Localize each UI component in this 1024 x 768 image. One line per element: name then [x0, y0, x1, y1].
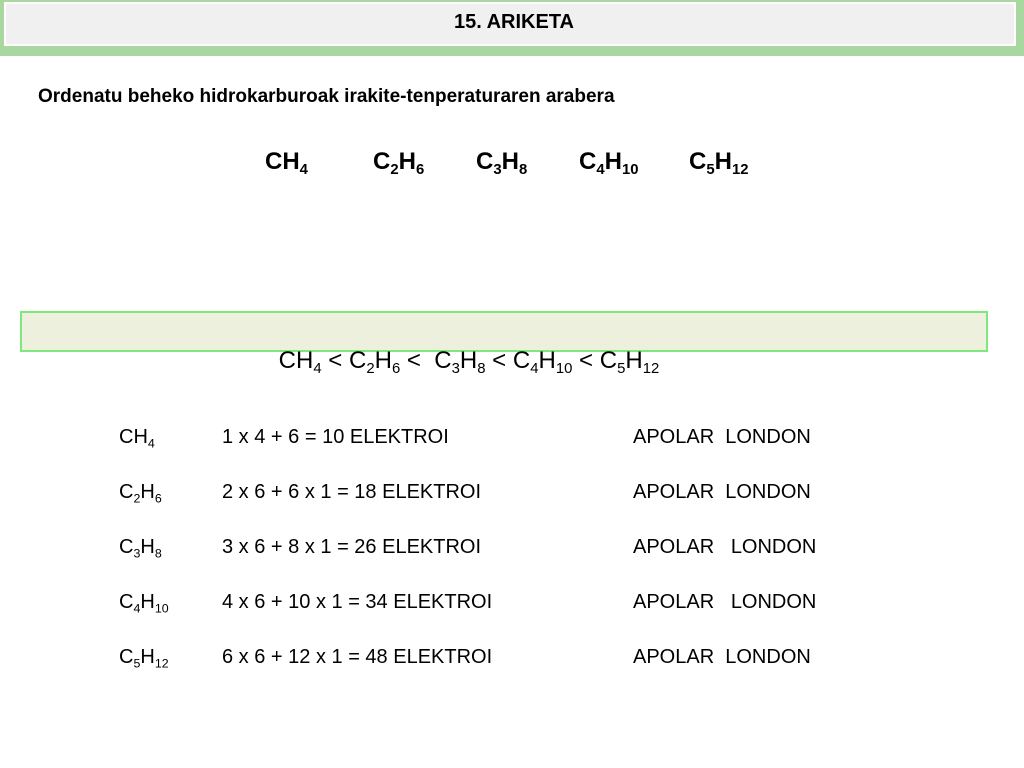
element-symbol: C	[119, 591, 134, 613]
row-formula	[119, 536, 162, 559]
subscript: 4	[133, 601, 141, 616]
title-bar	[0, 0, 1024, 56]
formula-item	[579, 148, 639, 179]
subscript: 12	[154, 656, 169, 671]
subscript: 10	[621, 162, 639, 179]
subscript: 10	[154, 601, 169, 616]
page-title: 15. ARIKETA	[453, 10, 575, 33]
row-electron-calc: 6 x 6 + 12 x 1 = 48 ELEKTROI	[222, 646, 493, 668]
row-formula	[119, 481, 162, 504]
subscript: 8	[518, 162, 528, 179]
less-than-separator: <	[485, 347, 513, 374]
table-row	[0, 426, 1024, 456]
subscript: 12	[642, 361, 660, 378]
subscript: 4	[299, 162, 308, 179]
formula-item	[689, 148, 749, 179]
subscript: 6	[415, 162, 425, 179]
row-electron-calc: 2 x 6 + 6 x 1 = 18 ELEKTROI	[222, 481, 482, 503]
element-symbol: H	[398, 148, 416, 175]
subscript: 6	[391, 361, 401, 378]
table-row	[0, 591, 1024, 621]
element-symbol: C	[119, 481, 134, 503]
element-symbol: C	[373, 148, 391, 175]
subscript: 3	[451, 361, 460, 378]
element-symbol: CH	[278, 347, 314, 374]
element-symbol: H	[459, 347, 478, 374]
subscript: 4	[596, 162, 605, 179]
element-symbol: C	[599, 347, 618, 374]
element-symbol: H	[140, 536, 155, 558]
element-symbol: H	[140, 591, 155, 613]
less-than-separator: <	[321, 347, 349, 374]
element-symbol: H	[374, 347, 392, 374]
row-formula	[119, 646, 169, 669]
table-row	[0, 646, 1024, 676]
subscript: 12	[731, 162, 749, 179]
subscript: 4	[530, 361, 539, 378]
row-electron-calc: 3 x 6 + 8 x 1 = 26 ELEKTROI	[222, 536, 482, 558]
element-symbol: H	[714, 148, 732, 175]
row-formula	[119, 426, 155, 449]
row-electron-calc: 1 x 4 + 6 = 10 ELEKTROI	[222, 426, 449, 448]
answer-formula	[348, 347, 401, 378]
subscript: 8	[477, 361, 486, 378]
element-symbol: H	[625, 347, 643, 374]
formula-item	[373, 148, 425, 179]
answer-formula	[434, 347, 486, 378]
element-symbol: H	[501, 148, 519, 175]
less-than-separator: <	[400, 347, 428, 374]
less-than-separator: <	[572, 347, 600, 374]
element-symbol: C	[512, 347, 531, 374]
subscript: 5	[617, 361, 626, 378]
element-symbol: CH	[119, 426, 148, 448]
row-force-type: APOLAR LONDON	[633, 536, 817, 558]
formula-item	[265, 148, 308, 179]
subscript: 2	[366, 361, 375, 378]
subscript: 8	[154, 546, 162, 561]
subscript: 10	[555, 361, 573, 378]
subscript: 5	[706, 162, 715, 179]
subscript: 2	[390, 162, 399, 179]
subscript: 5	[133, 656, 141, 671]
row-force-type: APOLAR LONDON	[633, 426, 811, 448]
subscript: 3	[133, 546, 141, 561]
element-symbol: C	[348, 347, 367, 374]
table-row	[0, 536, 1024, 566]
answer-formula	[278, 347, 322, 378]
formula-item	[476, 148, 528, 179]
title-panel	[4, 2, 1016, 46]
row-formula	[119, 591, 169, 614]
instruction-text: Ordenatu beheko hidrokarburoak irakite-tenperaturaren arabera	[38, 86, 615, 107]
answer-box	[20, 311, 988, 378]
element-symbol: C	[689, 148, 707, 175]
element-symbol: C	[476, 148, 494, 175]
answer-ordering	[252, 319, 659, 403]
row-electron-calc: 4 x 6 + 10 x 1 = 34 ELEKTROI	[222, 591, 493, 613]
element-symbol: C	[119, 646, 134, 668]
row-force-type: APOLAR LONDON	[633, 646, 811, 668]
row-force-type: APOLAR LONDON	[633, 481, 811, 503]
subscript: 2	[133, 491, 141, 506]
answer-formula	[512, 347, 573, 378]
subscript: 4	[147, 436, 155, 451]
element-symbol: H	[604, 148, 622, 175]
element-symbol: H	[140, 646, 155, 668]
formula-list	[0, 148, 1024, 188]
element-symbol: H	[140, 481, 155, 503]
table-row	[0, 481, 1024, 511]
element-symbol: CH	[265, 148, 300, 175]
subscript: 4	[313, 361, 322, 378]
element-symbol: C	[579, 148, 597, 175]
element-symbol: C	[434, 347, 452, 374]
element-symbol: C	[119, 536, 134, 558]
subscript: 6	[154, 491, 162, 506]
row-force-type: APOLAR LONDON	[633, 591, 817, 613]
element-symbol: H	[538, 347, 556, 374]
subscript: 3	[493, 162, 502, 179]
answer-formula	[599, 347, 660, 378]
